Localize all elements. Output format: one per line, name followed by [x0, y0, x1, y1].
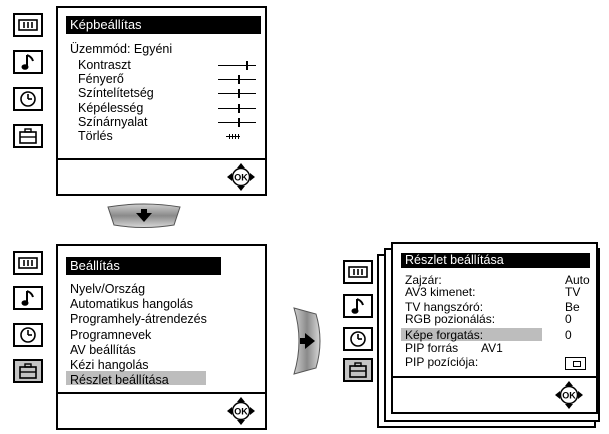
setting-slider[interactable] — [218, 75, 256, 84]
slider-knob — [238, 89, 240, 98]
detail-setting-label[interactable]: Képe forgatás: — [405, 328, 484, 342]
picture-setting-label[interactable]: Törlés — [78, 129, 113, 143]
ok-label: OK — [234, 406, 248, 417]
setting-slider[interactable] — [218, 104, 256, 113]
music-note-icon — [21, 289, 35, 307]
settings-menu-item[interactable]: Kézi hangolás — [70, 358, 149, 372]
clock-icon — [19, 326, 37, 344]
menu-header: Részlet beállítása — [401, 253, 590, 268]
mode-label: Üzemmód: Egyéni — [70, 42, 173, 56]
detail-setting-label[interactable]: TV hangszóró: — [405, 300, 484, 314]
pip-position-icon — [565, 357, 586, 370]
detail-setting-label[interactable]: Zajzár: — [405, 273, 442, 287]
detail-setting-value: 0 — [565, 312, 572, 326]
slider-knob — [246, 61, 248, 70]
picture-icon — [18, 19, 38, 31]
tab-picture[interactable] — [13, 13, 43, 37]
detail-setting-value: 0 — [565, 328, 572, 342]
tab-timer[interactable] — [343, 327, 373, 351]
setting-slider[interactable] — [218, 118, 256, 127]
settings-menu-item[interactable]: Programhely-átrendezés — [70, 312, 207, 327]
clock-icon — [349, 330, 367, 348]
picture-icon — [348, 266, 368, 278]
detail-setting-label[interactable]: PIP forrás — [405, 341, 459, 355]
settings-menu-item[interactable]: Programnevek — [70, 327, 152, 342]
detail-menu-panel — [391, 242, 598, 414]
picture-setting-label[interactable]: Színárnyalat — [78, 114, 148, 129]
tab-timer[interactable] — [13, 323, 43, 347]
picture-menu-panel — [56, 6, 267, 196]
music-note-icon — [351, 297, 365, 315]
right-arrow-icon — [290, 306, 324, 381]
picture-setting-label[interactable]: Színtelítetség — [78, 86, 154, 101]
ok-button[interactable] — [226, 396, 256, 431]
ok-label: OK — [234, 172, 248, 183]
detail-setting-label[interactable]: AV3 kimenet: — [405, 285, 476, 299]
settings-menu-item[interactable]: AV beállítás — [70, 342, 136, 357]
picture-setting-label[interactable]: Fényerő — [78, 72, 124, 87]
menu-footer — [393, 376, 596, 378]
picture-setting-label[interactable]: Képélesség — [78, 100, 144, 115]
tab-picture[interactable] — [343, 260, 373, 284]
menu-header: Beállítás — [66, 257, 221, 275]
slider-knob — [238, 75, 240, 84]
tab-timer[interactable] — [13, 87, 43, 111]
slider-knob — [238, 118, 240, 127]
toolbox-icon — [19, 363, 37, 379]
ok-button[interactable] — [554, 380, 584, 415]
tab-setup[interactable] — [343, 358, 373, 382]
down-arrow-icon — [106, 203, 182, 234]
tab-setup[interactable] — [13, 124, 43, 148]
tab-sound[interactable] — [343, 294, 373, 318]
detail-setting-value: Be — [565, 300, 580, 314]
detail-setting-label[interactable]: PIP pozíciója: — [405, 355, 479, 369]
tab-sound[interactable] — [13, 286, 43, 310]
settings-menu-item[interactable]: Részlet beállítása — [70, 373, 169, 388]
toolbox-icon — [349, 362, 367, 378]
picture-icon — [18, 257, 38, 269]
tab-setup[interactable] — [13, 359, 43, 383]
detail-setting-value: AV1 — [481, 341, 503, 355]
music-note-icon — [21, 53, 35, 71]
settings-menu-panel — [56, 244, 267, 430]
setting-slider[interactable] — [218, 89, 256, 98]
tab-picture[interactable] — [13, 251, 43, 275]
detail-setting-label[interactable]: RGB pozionálás: — [405, 312, 496, 326]
setting-slider[interactable] — [218, 61, 256, 70]
menu-footer — [58, 392, 265, 394]
toolbox-icon — [19, 128, 37, 144]
tab-sound[interactable] — [13, 50, 43, 74]
detail-setting-value: TV — [565, 285, 581, 299]
setting-slider[interactable] — [226, 132, 240, 141]
settings-menu-item[interactable]: Automatikus hangolás — [70, 297, 193, 312]
slider-knob — [238, 104, 240, 113]
ok-button[interactable] — [226, 162, 256, 197]
menu-header: Képbeállítas — [66, 16, 261, 34]
ok-label: OK — [562, 390, 576, 401]
settings-menu-item[interactable]: Nyelv/Ország — [70, 282, 146, 296]
menu-footer — [58, 158, 265, 160]
clock-icon — [19, 90, 37, 108]
picture-setting-label[interactable]: Kontraszt — [78, 58, 131, 72]
detail-setting-value: Auto — [565, 273, 590, 287]
